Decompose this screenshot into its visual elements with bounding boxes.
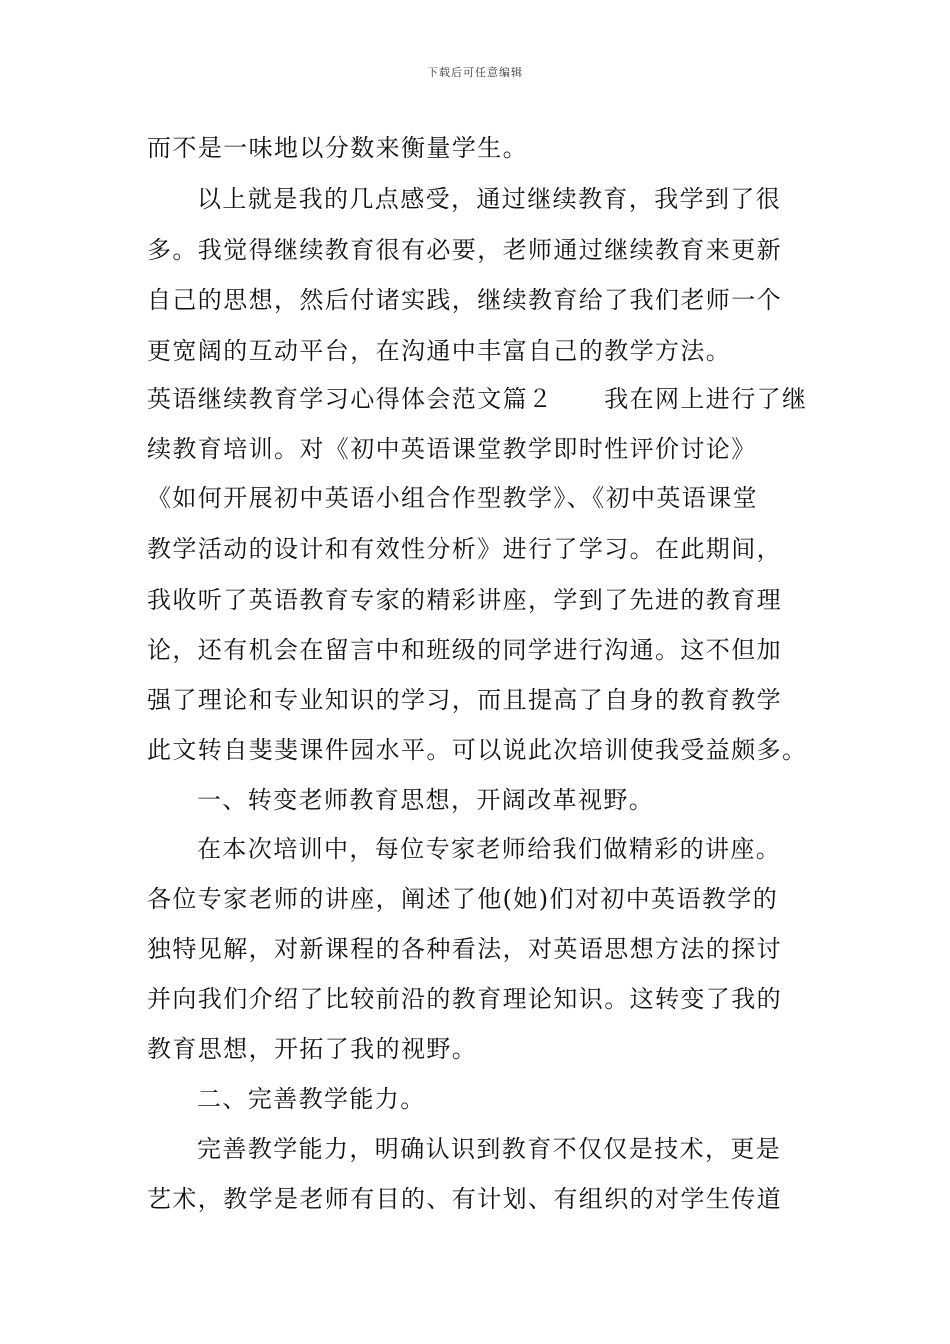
body-line: 多。我觉得继续教育很有必要，老师通过继续教育来更新 (147, 236, 782, 264)
subheading-line: 一、转变老师教育思想，开阔改革视野。 (197, 786, 655, 814)
body-line: 以上就是我的几点感受，通过继续教育，我学到了很 (197, 185, 782, 213)
body-line: 续教育培训。对《初中英语课堂教学即时性评价讨论》 (147, 435, 757, 463)
page-header: 下载后可任意编辑 (427, 66, 523, 79)
body-line: 艺术，教学是老师有目的、有计划、有组织的对学生传道 (147, 1185, 782, 1213)
body-line: 《如何开展初中英语小组合作型教学》、《初中英语课堂 (147, 484, 758, 512)
body-line: 此文转自斐斐课件园水平。可以说此次培训使我受益颇多。 (147, 736, 808, 764)
section-title-line: 英语继续教育学习心得体会范文篇２ 我在网上进行了继 (147, 385, 808, 413)
body-line: 更宽阔的互动平台，在沟通中丰富自己的教学方法。 (147, 337, 732, 365)
body-line: 论，还有机会在留言中和班级的同学进行沟通。这不但加 (147, 636, 782, 664)
body-line: 教育思想，开拓了我的视野。 (147, 1035, 478, 1063)
body-line: 教学活动的设计和有效性分析》进行了学习。在此期间， (147, 535, 782, 563)
body-line: 完善教学能力，明确认识到教育不仅仅是技术，更是 (197, 1135, 782, 1163)
body-line: 各位专家老师的讲座，阐述了他(她)们对初中英语教学的 (147, 885, 779, 913)
body-line: 我收听了英语教育专家的精彩讲座，学到了先进的教育理 (147, 586, 782, 614)
body-line: 强了理论和专业知识的学习，而且提高了自身的教育教学 (147, 686, 782, 714)
body-line: 独特见解，对新课程的各种看法，对英语思想方法的探讨 (147, 935, 782, 963)
subheading-line: 二、完善教学能力。 (197, 1085, 426, 1113)
body-line: 在本次培训中，每位专家老师给我们做精彩的讲座。 (197, 835, 782, 863)
body-line: 自己的思想，然后付诸实践，继续教育给了我们老师一个 (147, 286, 782, 314)
body-line: 而不是一味地以分数来衡量学生。 (147, 134, 528, 162)
body-line: 并向我们介绍了比较前沿的教育理论知识。这转变了我的 (147, 985, 782, 1013)
